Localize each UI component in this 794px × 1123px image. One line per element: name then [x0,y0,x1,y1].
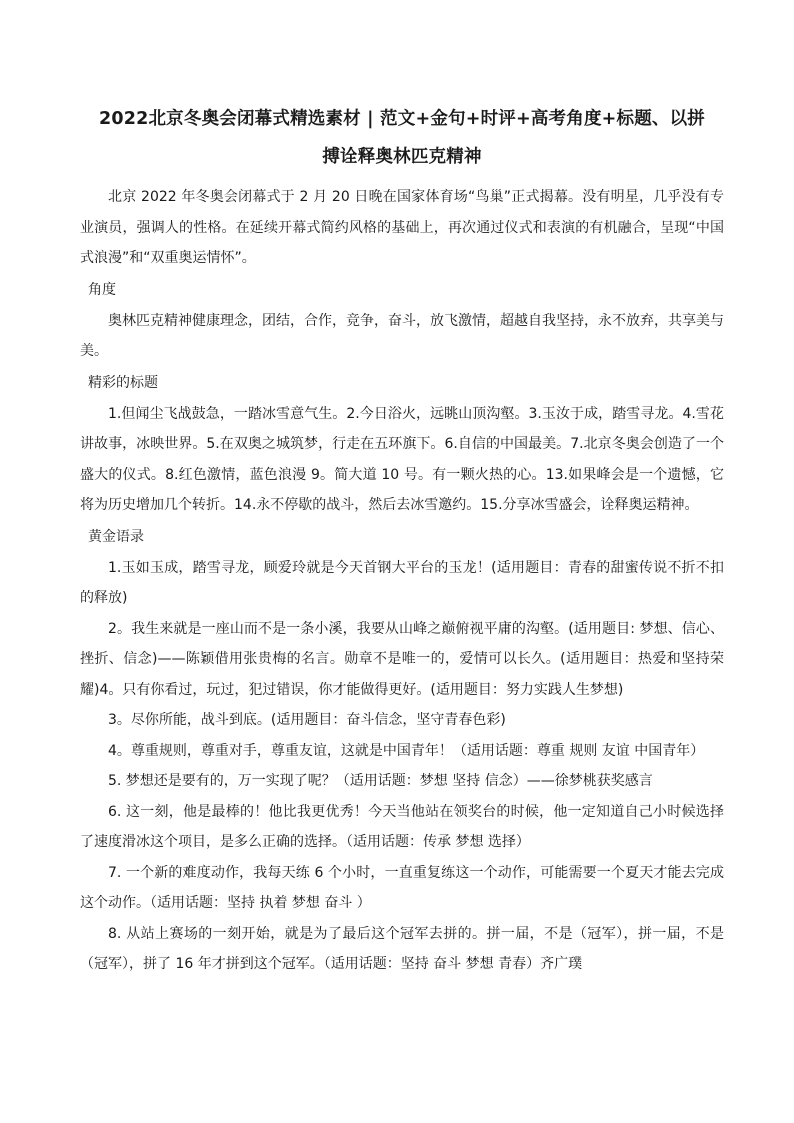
quote-item: 6. 这一刻，他是最棒的！他比我更优秀！今天当他站在领奖台的时候，他一定知道自己小时候选择了速度滑冰这个项目，是多么正确的选择。（适用话题：传承 梦想 选择） [80,803,724,850]
titles-paragraph: 1.但闻尘飞战鼓急，一踏冰雪意气生。2.今日浴火，远眺山顶沟壑。3.玉汝于成，踏雪寻龙。4.雪花讲故事，冰映世界。5.在双奥之城筑梦，行走在五环旗下。6.自信的中国最美。7.北京冬奥会创造了一个盛大的仪式。8.红色激情，蓝色浪漫 9。简大道 10 号。有一颗火热的心。13.如果峰会是一个遗憾，它将为历史增加几个转折。14.永不停歇的战斗，然后去冰雪邀约。15.分享冰雪盛会，诠释奥运精神。 [80,405,724,513]
quotes-heading: 黄金语录 [88,528,144,545]
quote-item: 2。我生来就是一座山而不是一条小溪，我要从山峰之巅俯视平庸的沟壑。(适用题目: 梦想、信心、挫折、信念)——陈颖借用张贵梅的名言。勋章不是唯一的，爱情可以长久。(适用题目：热爱和坚持荣耀)4。只有你看过，玩过，犯过错误，你才能做得更好。(适用题目：努力实践人生梦想) [80,620,724,698]
quote-item: 4。尊重规则，尊重对手，尊重友谊，这就是中国青年！（适用话题：尊重 规则 友谊 中国青年） [108,742,705,759]
angle-heading: 角度 [88,281,116,298]
quote-item: 8. 从站上赛场的一刻开始，就是为了最后这个冠军去拼的。拼一届，不是（冠军），拼一届，不是（冠军），拼了 16 年才拼到这个冠军。（适用话题：坚持 奋斗 梦想 青春）齐广璞 [80,925,724,972]
quote-item: 3。尽你所能，战斗到底。(适用题目：奋斗信念，坚守青春色彩) [108,712,506,728]
title-line-2: 搏诠释奥林匹克精神 [322,147,482,167]
titles-heading: 精彩的标题 [88,374,158,391]
quote-item: 1.玉如玉成，踏雪寻龙，顾爱玲就是今天首钢大平台的玉龙！(适用题目：青春的甜蜜传说不折不扣的释放) [80,559,724,606]
quote-item: 7. 一个新的难度动作，我每天练 6 个小时，一直重复练这一个动作，可能需要一个夏天才能去完成这个动作。（适用话题：坚持 执着 梦想 奋斗 ） [80,864,724,911]
title-line-1: 2022北京冬奥会闭幕式精选素材 | 范文+金句+时评+高考角度+标题、以拼 [98,109,706,129]
quote-item: 5. 梦想还是要有的，万一实现了呢？（适用话题：梦想 坚持 信念）——徐梦桃获奖感言 [108,773,653,789]
angle-paragraph: 奥林匹克精神健康理念，团结，合作，竞争，奋斗，放飞激情，超越自我坚持，永不放弃，共享美与美。 [80,312,724,359]
intro-paragraph: 北京 2022 年冬奥会闭幕式于 2 月 20 日晚在国家体育场“鸟巢”正式揭幕。没有明星，几乎没有专业演员，强调人的性格。在延续开幕式简约风格的基础上，再次通过仪式和表演的有机融合，呈现“中国式浪漫”和“双重奥运情怀”。 [80,189,724,266]
document-title [80,100,724,176]
